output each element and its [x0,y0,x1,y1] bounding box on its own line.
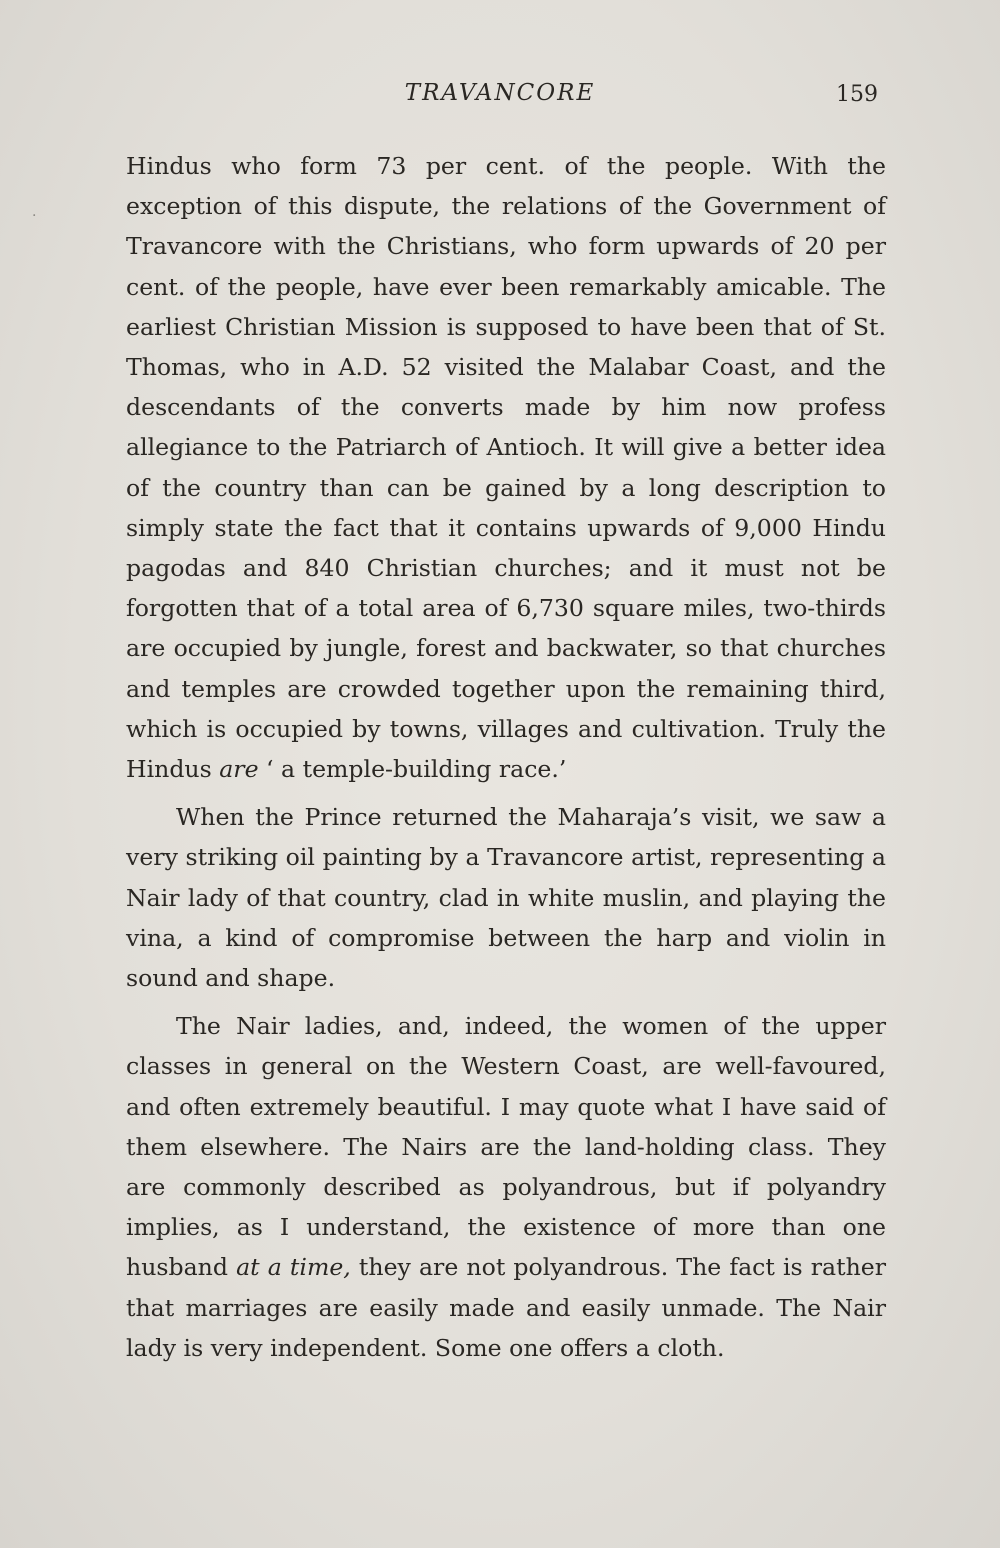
era-abbreviation: A.D. [338,353,389,382]
emphasis-at-a-time: at a time, [236,1253,351,1282]
paragraph-1 [126,146,886,789]
paragraph-2: When the Prince returned the Maharaja’s visit, we saw a very striking oil painting by a Travancore artist, representing a Nair lady of that country, clad in white muslin, and playing the vina, a kind of compromise between the harp and violin in sound and shape. [126,803,886,993]
page-number: 159 [836,82,878,107]
paragraph-1-text-b: 52 visited the Malabar Coast, and the descendants of the converts made by him now profess allegiance to the Patriarch of Antioch. It will give a better idea of the country than can be gained by a long description to simply state the fact that it contains upwards of 9,000 Hindu pagodas and 840 Christian churches; and it must not be forgotten that of a total area of 6,730 square miles, two-thirds are occupied by jungle, forest and backwater, so that churches and temples are crowded together upon the remaining third, which is occupied by towns, villages and cultivation. Truly the Hindus [126,353,886,784]
body-text [126,146,886,1368]
paragraph-1-text-c: ‘ a temple-building race.’ [258,755,567,784]
running-title: TRAVANCORE [404,80,596,106]
page-header [0,80,1000,120]
paragraph-3-text-b: they are not polyandrous. The fact is rather that marriages are easily made and easily unmade. The Nair lady is very independent. Some one offers a cloth. [126,1253,887,1362]
paragraph-3-text-a: The Nair ladies, and, indeed, the women of the upper classes in general on the Western Coast, are well-favoured, and often extremely beautiful. I may quote what I have said of them elsewhere. The Nairs are the land-holding class. They are commonly described as polyandrous, but if polyandry implies, as I understand, the existence of more than one husband [126,1012,886,1282]
paragraph-1-text-a: Hindus who form 73 per cent. of the people. With the exception of this dispute, the relations of the Government of Travancore with the Christians, who form upwards of 20 per cent. of the people, have ever been remarkably amicable. The earliest Christian Mission is supposed to have been that of St. Thomas, who in [126,152,886,382]
paragraph-3 [126,1006,886,1368]
emphasis-are: are [219,755,259,784]
margin-mark: · [32,208,37,224]
